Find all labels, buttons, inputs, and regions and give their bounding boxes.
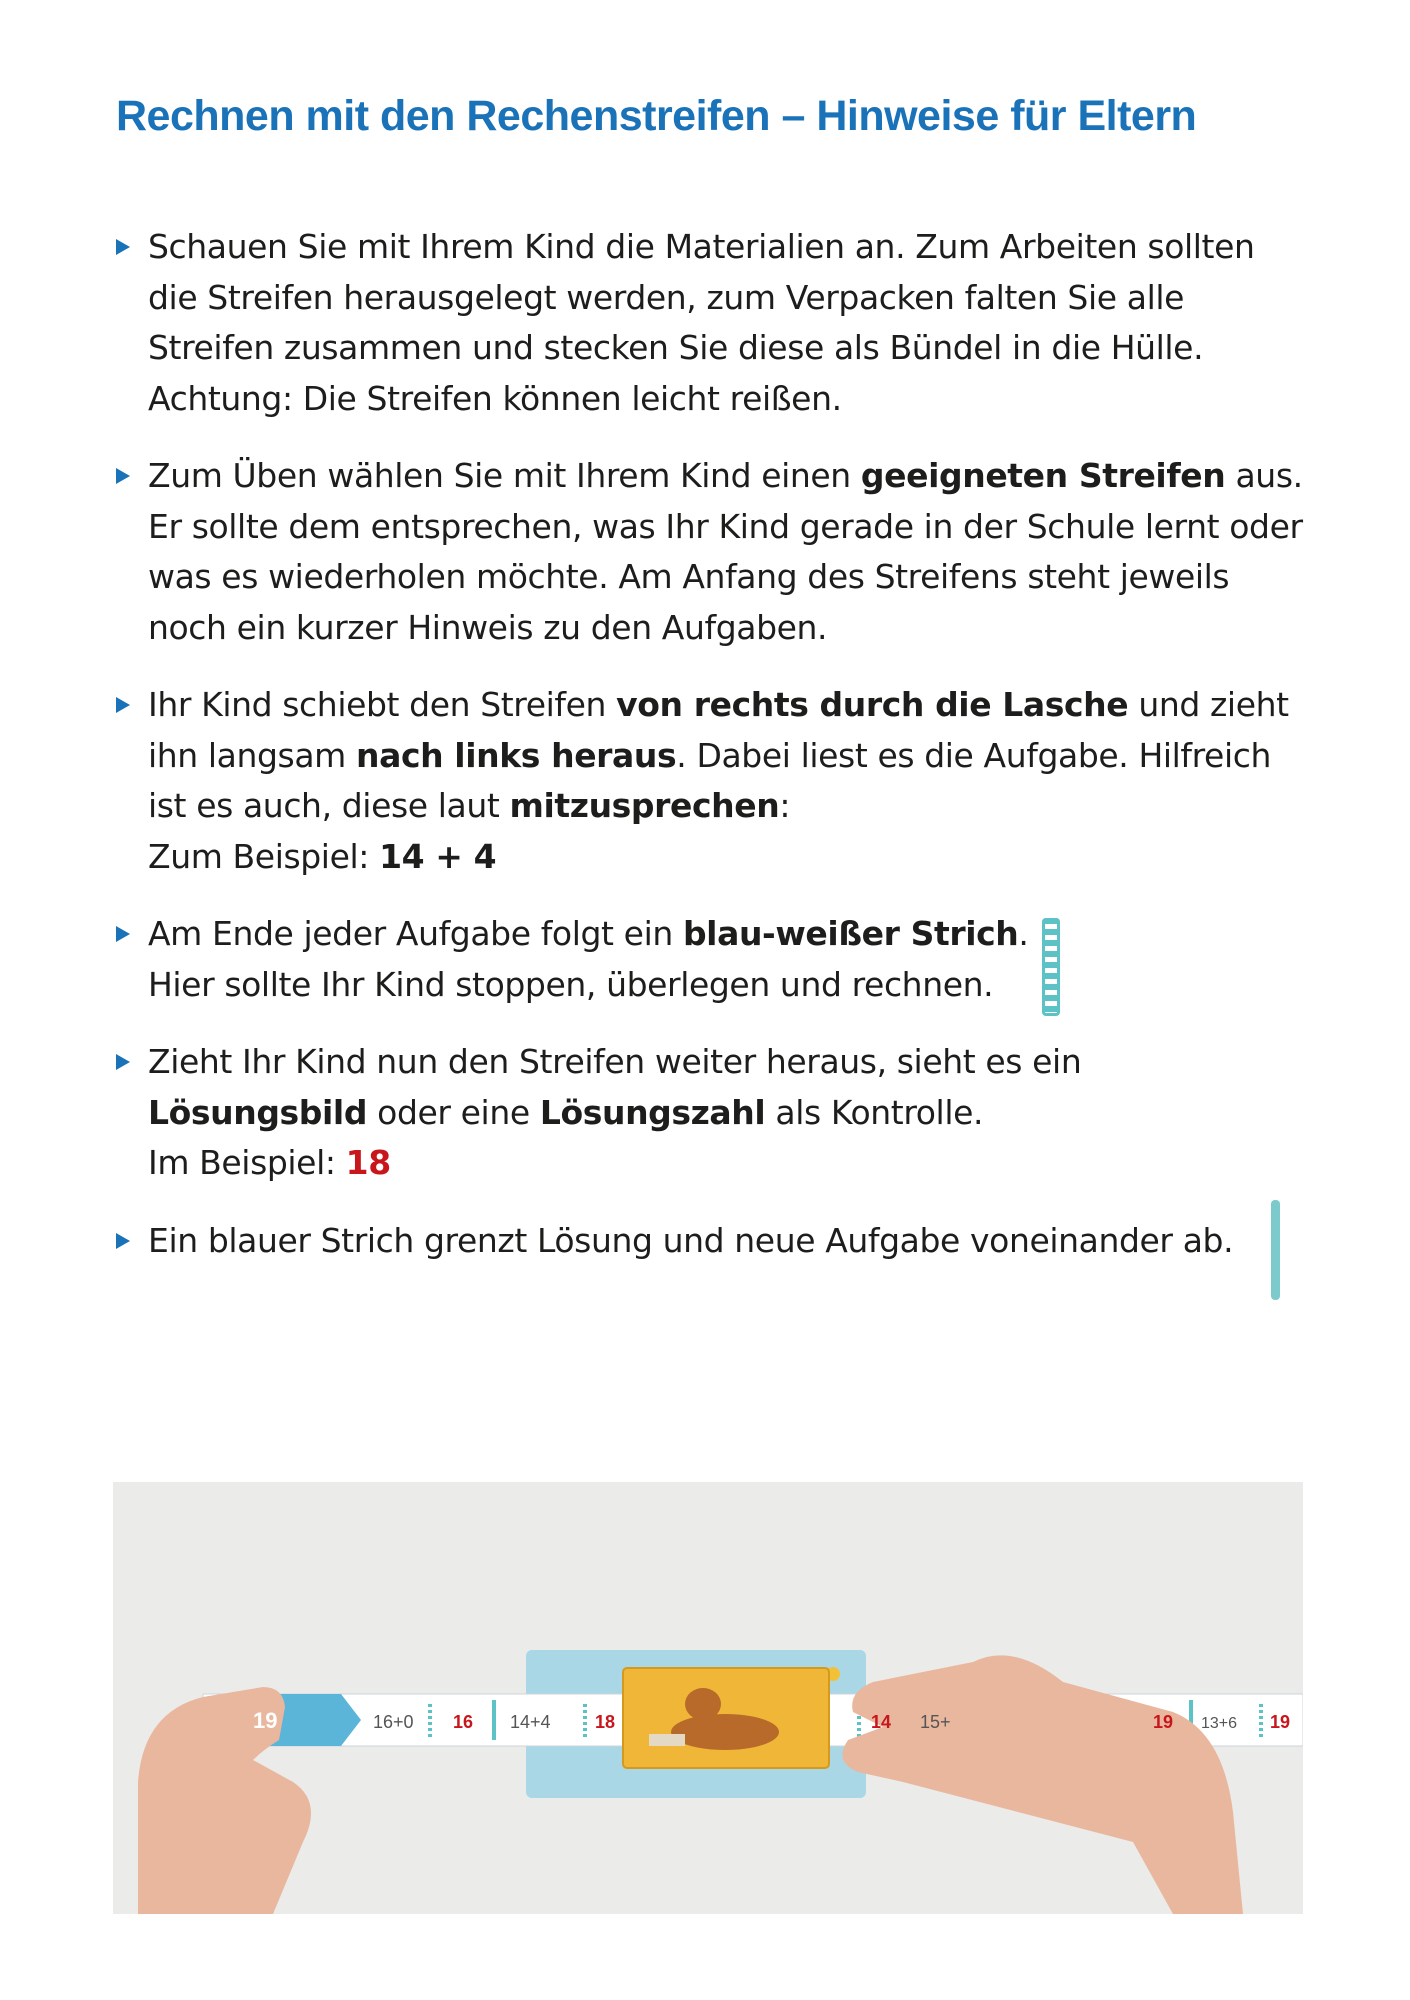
bold-phrase: Lösungszahl	[539, 1092, 766, 1132]
strip-label: 14+4	[510, 1712, 551, 1732]
triangle-bullet-icon	[116, 1233, 130, 1249]
triangle-bullet-icon	[116, 926, 130, 942]
strip-label: 19	[1270, 1712, 1291, 1732]
bold-phrase: von rechts durch die Lasche	[616, 685, 1129, 724]
blue-white-stripe-icon	[1042, 918, 1060, 1016]
bullet-item	[116, 909, 1306, 1010]
text-run: als Kontrolle.	[765, 1092, 984, 1132]
strip-label: 14	[871, 1712, 892, 1732]
blue-bar-icon	[1271, 1200, 1280, 1300]
bullet-text	[148, 1221, 1233, 1260]
bullet-item	[116, 451, 1306, 653]
text-run: Zum Beispiel:	[148, 836, 380, 876]
text-run: . Dabei liest es die Aufgabe. Hilfreich ist es auch, diese laut	[148, 735, 1271, 825]
example-photo	[113, 1482, 1303, 1914]
text-run: oder eine	[367, 1092, 540, 1132]
bold-phrase: Lösungsbild	[148, 1092, 368, 1132]
bold-phrase: blau-weißer Strich	[682, 914, 1019, 953]
text-run: Ein blauer Strich grenzt Lösung und neue Aufgabe voneinander ab.	[148, 1220, 1234, 1260]
bullet-text	[148, 1042, 1081, 1182]
text-run: und zieht ihn langsam	[148, 685, 1289, 775]
page-title: Rechnen mit den Rechenstreifen – Hinweise für Eltern	[116, 92, 1197, 140]
text-run: Hier sollte Ihr Kind stoppen, überlegen und rechnen.	[148, 964, 994, 1004]
bullet-item	[116, 222, 1306, 424]
bullet-text	[148, 227, 1255, 418]
bold-phrase: nach links heraus	[356, 735, 677, 775]
strip-label: 19	[253, 1708, 278, 1733]
bullet-text	[148, 914, 1028, 1004]
triangle-bullet-icon	[116, 239, 130, 255]
text-run: Schauen Sie mit Ihrem Kind die Materialien an. Zum Arbeiten sollten die Streifen herausgelegt werden, zum Verpacken falten Sie alle Streifen zusammen und stecken Sie diese als Bündel in die Hülle. Achtung: Die Streifen können leicht reißen.	[148, 227, 1255, 418]
strip-label: 15+	[920, 1712, 951, 1732]
bullet-text	[148, 685, 1289, 876]
text-run: Zieht Ihr Kind nun den Streifen weiter heraus, sieht es ein	[148, 1042, 1082, 1081]
text-run: aus. Er sollte dem entsprechen, was Ihr Kind gerade in der Schule lernt oder was es wiederholen möchte. Am Anfang des Streifens steht jeweils noch ein kurzer Hinweis zu den Aufgaben.	[148, 456, 1303, 647]
bullet-text	[148, 456, 1303, 647]
text-run: Ihr Kind schiebt den Streifen	[148, 685, 617, 724]
text-run: Am Ende jeder Aufgabe folgt ein	[148, 914, 683, 953]
bullet-list	[116, 222, 1306, 1293]
bold-phrase: 14 + 4	[379, 836, 497, 876]
text-run: Zum Üben wählen Sie mit Ihrem Kind einen	[148, 456, 861, 495]
bullet-item	[116, 680, 1306, 882]
triangle-bullet-icon	[116, 697, 130, 713]
text-run: .	[1018, 914, 1029, 953]
strip-label: 16+0	[373, 1712, 414, 1732]
triangle-bullet-icon	[116, 468, 130, 484]
photo-illustration	[113, 1482, 1303, 1914]
text-run: Im Beispiel:	[148, 1143, 346, 1182]
strip-label: 18	[595, 1712, 616, 1732]
answer-value: 18	[345, 1143, 391, 1182]
strip-label: 13+6	[1201, 1715, 1238, 1732]
bullet-item	[116, 1037, 1306, 1189]
triangle-bullet-icon	[116, 1054, 130, 1070]
strip-label: 19	[1153, 1712, 1174, 1732]
bold-phrase: geeigneten Streifen	[860, 456, 1226, 495]
bullet-item	[116, 1216, 1306, 1267]
bold-phrase: mitzusprechen	[509, 786, 780, 825]
text-run: :	[779, 786, 791, 825]
strip-label: 16	[453, 1712, 474, 1732]
